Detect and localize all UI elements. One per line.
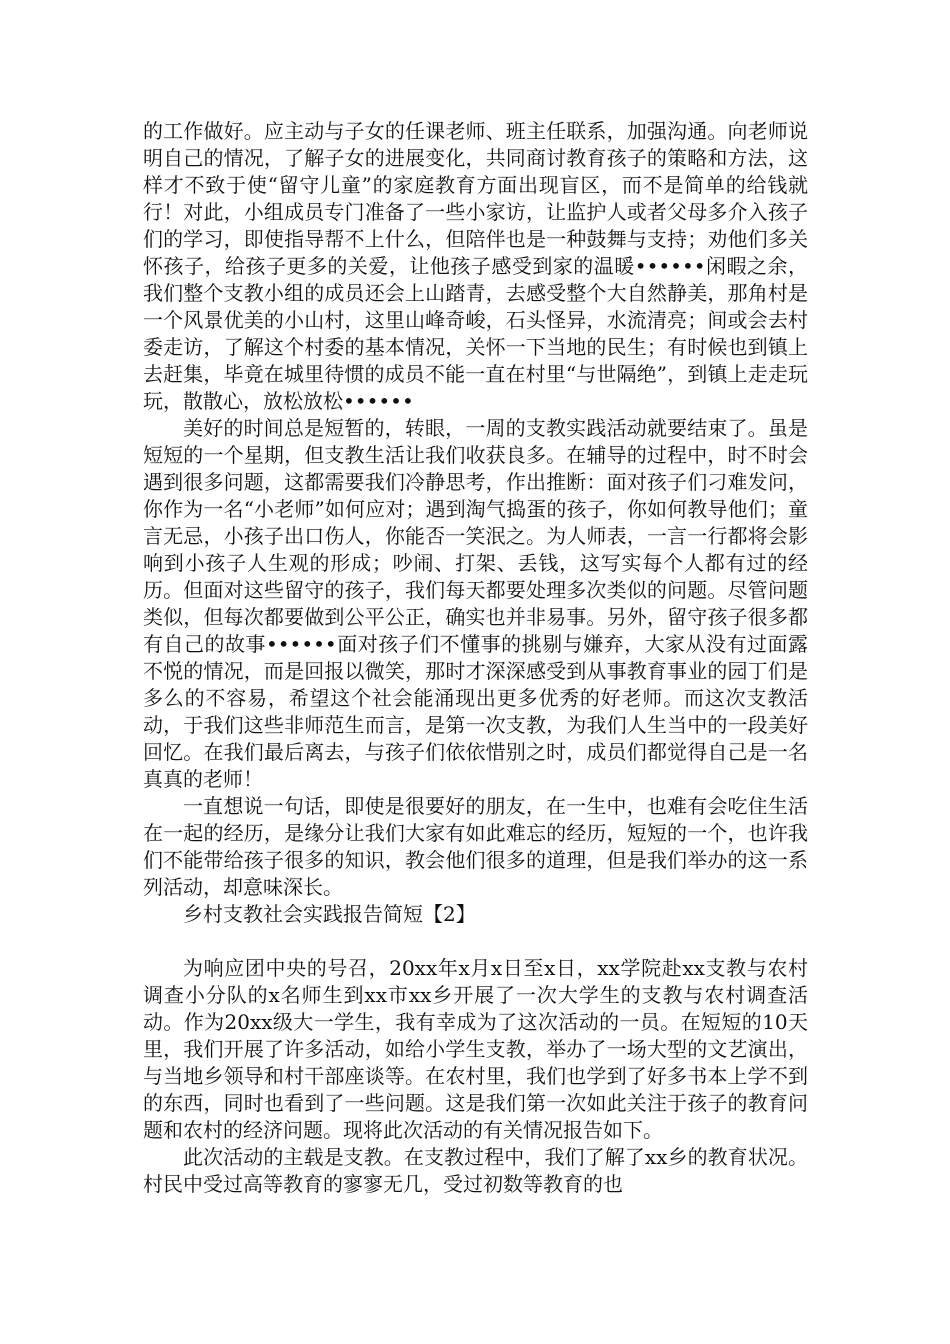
paragraph: 美好的时间总是短暂的，转眼，一周的支教实践活动就要结束了。虽是短短的一个星期，但支教生活让我们收获良多。在辅导的过程中，时不时会遇到很多问题，这都需要我们冷静思考，作出推断：面对孩子们刁难发问，你作为一名“小老师”如何应对；遇到淘气捣蛋的孩子，你如何教导他们；童言无忌，小孩子出口伤人，你能否一笑泯之。为人师表，一言一行都将会影响到小孩子人生观的形成；吵闹、打架、丢钱，这写实每个人都有过的经历。但面对这些留守的孩子，我们每天都要处理多次类似的问题。尽管问题类似，但每次都要做到公平公正，确实也并非易事。另外，留守孩子很多都有自己的故事••••••面对孩子们不懂事的挑剔与嫌弃，大家从没有过面露不悦的情况，而是回报以微笑，那时才深深感受到从事教育事业的园丁们是多么的不容易，希望这个社会能涌现出更多优秀的好老师。而这次支教活动，于我们这些非师范生而言，是第一次支教，为我们人生当中的一段美好回忆。在我们最后离去，与孩子们依依惜别之时，成员们都觉得自己是一名真真的老师！ [143,416,808,791]
section-heading: 乡村支教社会实践报告简短【2】 [183,902,476,926]
paragraph: 一直想说一句话，即使是很要好的朋友，在一生中，也难有会吃住生活在一起的经历，是缘分让我们大家有如此难忘的经历，短短的一个，也许我们不能带给孩子很多的知识，教会他们很多的道理，但是我们举办的这一系列活动，却意味深长。 [143,794,808,899]
document-body [143,118,808,1198]
paragraph-continued: 的工作做好。应主动与子女的任课老师、班主任联系，加强沟通。向老师说明自己的情况，了解子女的进展变化，共同商讨教育孩子的策略和方法，这样才不致于使“留守儿童”的家庭教育方面出现盲区，而不是简单的给钱就行！对此，小组成员专门准备了一些小家访，让监护人或者父母多介入孩子们的学习，即使指导帮不上什么，但陪伴也是一种鼓舞与支持；劝他们多关怀孩子，给孩子更多的关爱，让他孩子感受到家的温暖••••••闲暇之余，我们整个支教小组的成员还会上山踏青，去感受整个大自然静美，那角村是一个风景优美的小山村，这里山峰奇峻，石头怪异，水流清亮；间或会去村委走访，了解这个村委的基本情况，关怀一下当地的民生；有时候也到镇上去赶集，毕竟在城里待惯的成员不能一直在村里“与世隔绝”，到镇上走走玩玩，散散心，放松放松•••••• [143,119,808,413]
blank-line [143,928,808,955]
paragraph: 此次活动的主载是支教。在支教过程中，我们了解了xx乡的教育状况。村民中受过高等教育的寥寥无几，受过初数等教育的也 [143,1145,808,1196]
paragraph: 为响应团中央的号召，20xx年x月x日至x日，xx学院赴xx支教与农村调查小分队的x名师生到xx市xx乡开展了一次大学生的支教与农村调查活动。作为20xx级大一学生，我有幸成为了这次活动的一员。在短短的10天里，我们开展了许多活动，如给小学生支教，举办了一场大型的文艺演出，与当地乡领导和村干部座谈等。在农村里，我们也学到了好多书本上学不到的东西，同时也看到了一些问题。这是我们第一次如此关注于孩子的教育问题和农村的经济问题。现将此次活动的有关情况报告如下。 [143,956,808,1142]
